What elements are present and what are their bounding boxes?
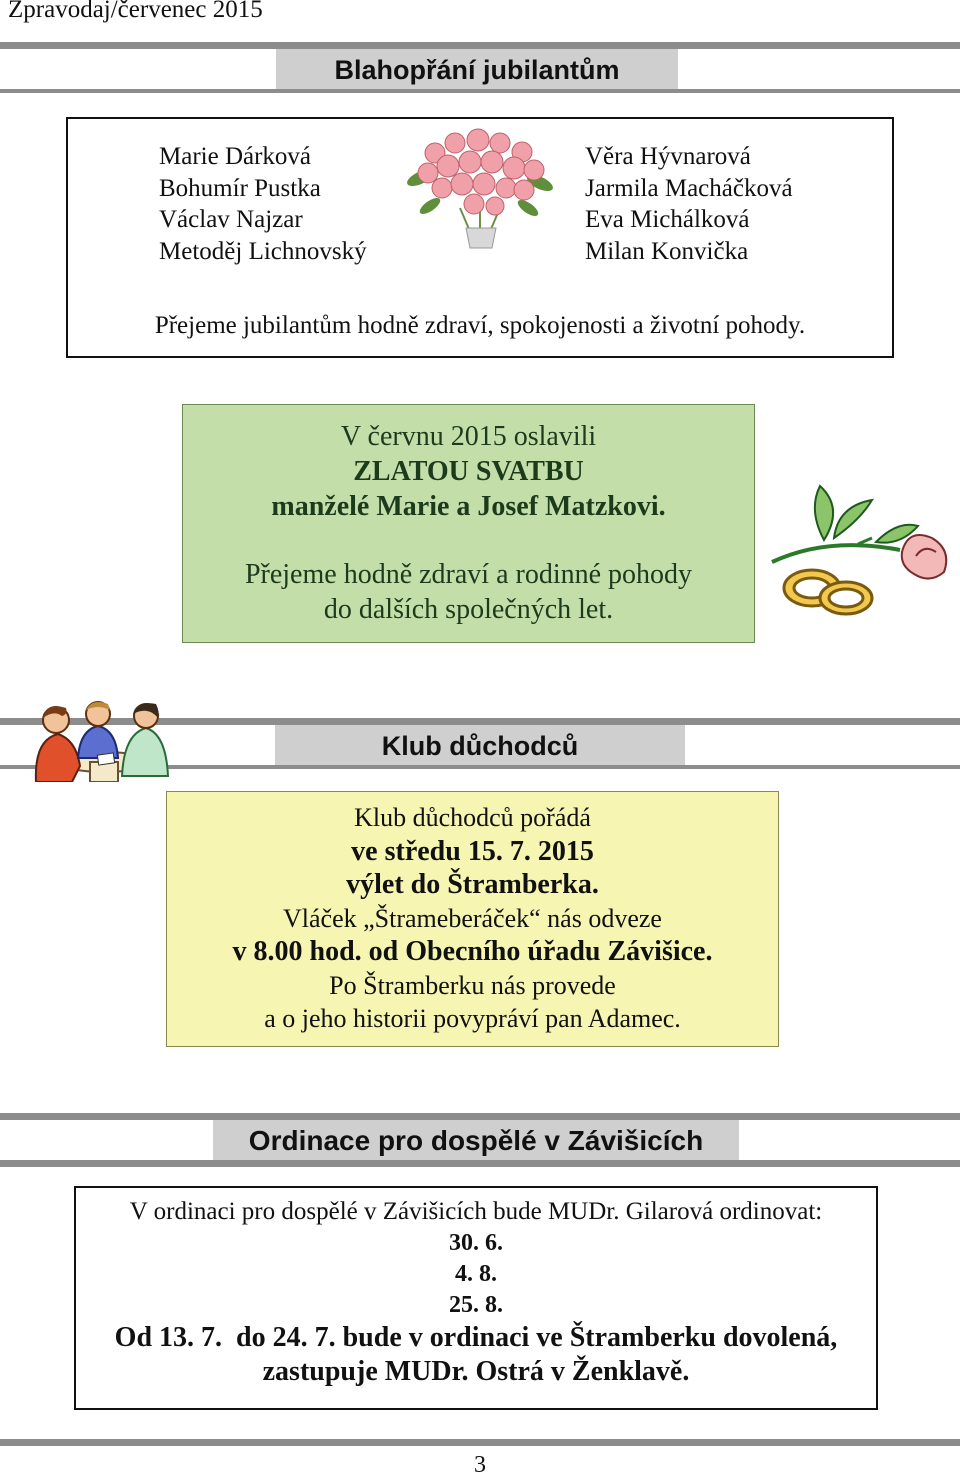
wedding-couple: manželé Marie a Josef Matzkovi. [271,491,666,522]
wedding-wish: do dalších společných let. [323,594,614,625]
surgery-date: 25. 8. [449,1292,503,1318]
wedding-rings-rose-icon [768,480,956,620]
footer-bar [0,1439,960,1446]
wedding-text [182,419,755,627]
club-line: Po Štramberku nás provede [329,970,616,1000]
section-bar-bottom [0,1160,960,1167]
club-title: Klub důchodců [275,725,685,765]
jubilant-name: Václav Najzar [159,206,303,233]
surgery-date: 4. 8. [455,1261,497,1287]
jubilant-name: Metoděj Lichnovský [159,237,367,265]
jubilee-title: Blahopřání jubilantům [276,49,678,89]
wedding-wish: Přejeme hodně zdraví a rodinné pohody [244,559,693,590]
running-head: Zpravodaj/červenec 2015 [8,0,263,23]
section-bar-bottom [0,89,960,93]
jubilant-name: Marie Dárková [159,143,312,170]
jubilant-name: Milan Konvička [585,237,749,265]
surgery-text [74,1196,878,1389]
jubilee-left-names [159,141,367,267]
wedding-line: V červnu 2015 oslavili [340,421,597,452]
jubilant-name: Bohumír Pustka [159,174,321,202]
surgery-date: 30. 6. [449,1230,503,1256]
jubilee-wish: Přejeme jubilantům hodně zdraví, spokojenosti a životní pohody. [154,312,806,339]
club-departure: v 8.00 hod. od Obecního úřadu Závišice. [232,936,713,967]
surgery-title: Ordinace pro dospělé v Závišicích [213,1120,739,1160]
club-line: Klub důchodců pořádá [354,803,591,832]
surgery-vacation: Od 13. 7. do 24. 7. bude v ordinaci ve Štramberku dovolená, [114,1322,838,1353]
surgery-intro: V ordinaci pro dospělé v Závišicích bude MUDr. Gilarová ordinovat: [129,1198,823,1225]
club-date: ve středu 15. 7. 2015 [351,835,594,867]
jubilee-right-names [585,141,793,267]
page-number: 3 [474,1452,486,1478]
club-line: a o jeho historii povypráví pan Adamec. [264,1004,681,1033]
club-trip: výlet do Štramberka. [346,869,599,900]
section-bar-top [0,1113,960,1120]
jubilant-name: Věra Hývnarová [585,143,751,170]
seniors-club-icon [32,696,172,782]
club-line: Vláček „Štrameberáček“ nás odveze [283,903,662,933]
section-bar-top [0,42,960,49]
surgery-substitute: zastupuje MUDr. Ostrá v Ženklavě. [262,1356,690,1387]
jubilant-name: Eva Michálková [585,206,750,233]
wedding-headline: ZLATOU SVATBU [353,456,584,487]
rose-bouquet-icon [400,128,560,252]
club-text [166,801,779,1036]
jubilant-name: Jarmila Macháčková [585,174,793,202]
